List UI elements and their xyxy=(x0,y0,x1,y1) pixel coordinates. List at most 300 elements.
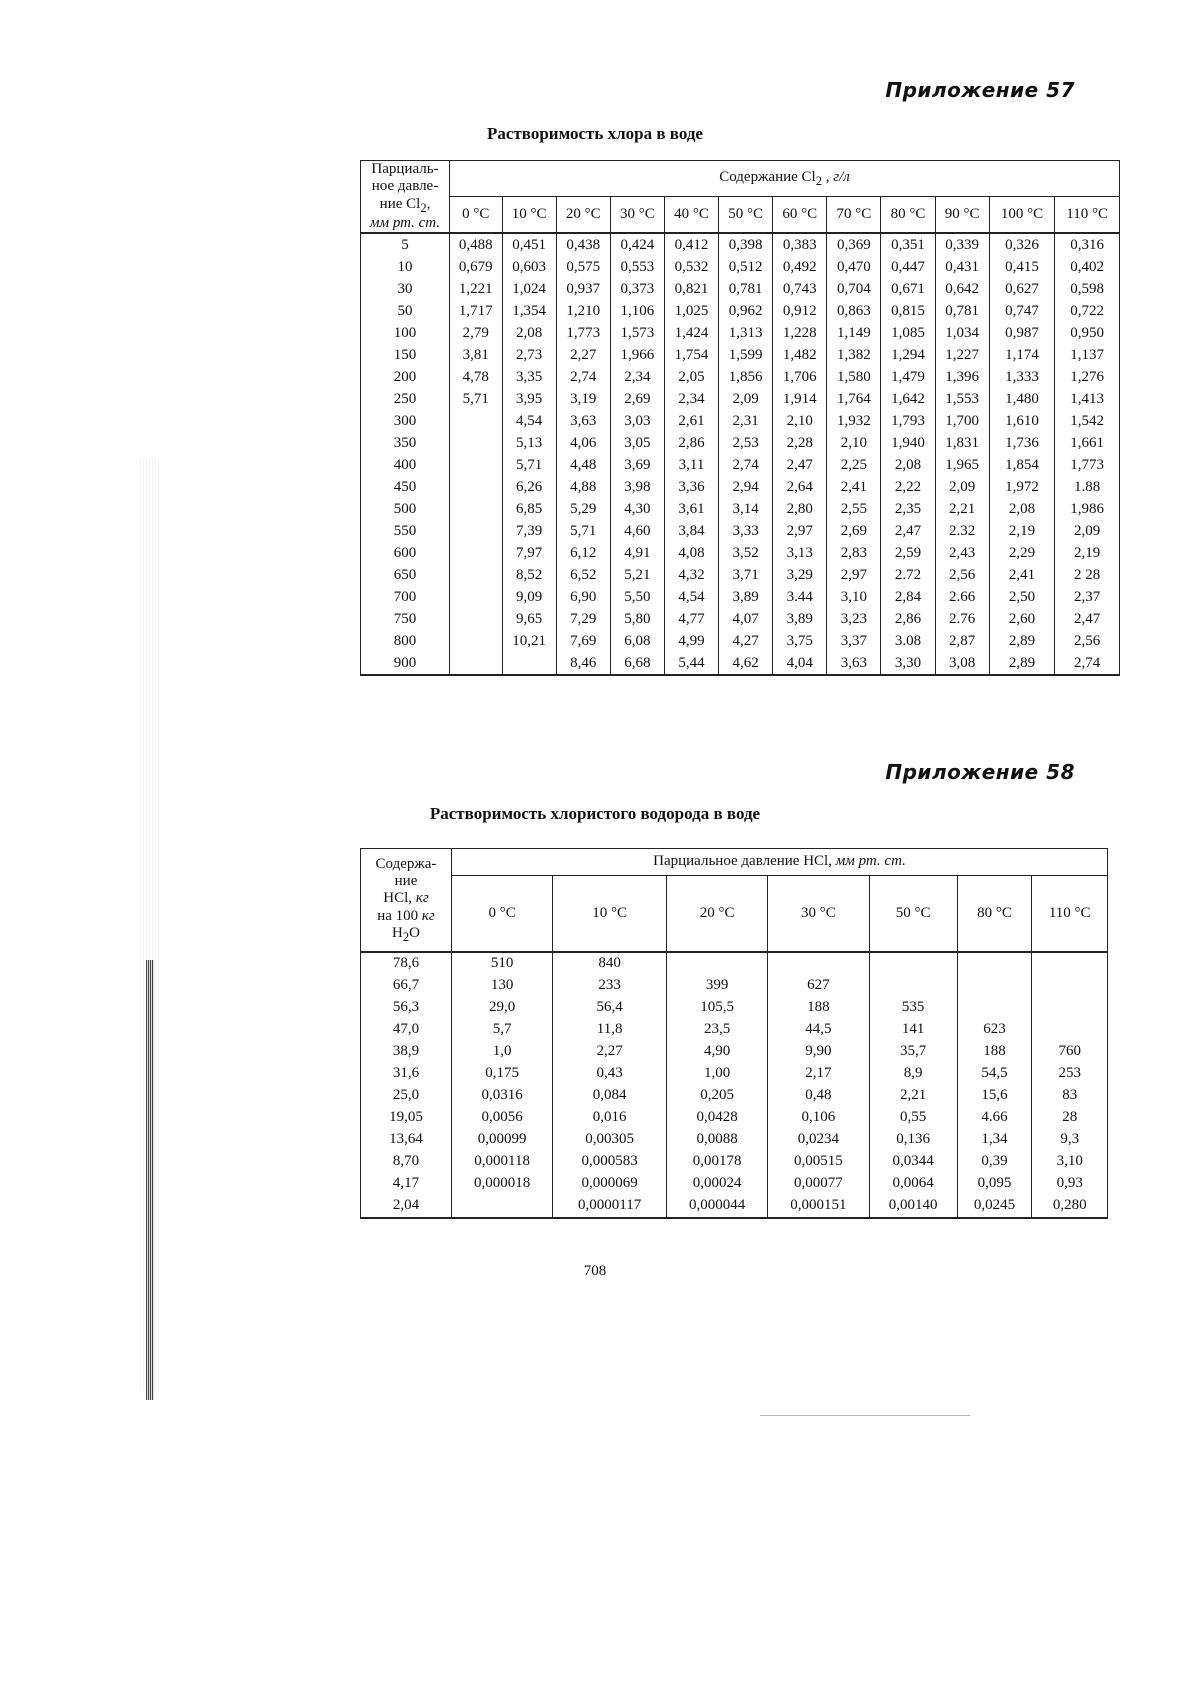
pressure-cell: 400 xyxy=(361,454,450,476)
scan-edge-artifact-dark xyxy=(146,960,154,1400)
value-cell: 2,60 xyxy=(989,608,1054,630)
value-cell: 0,136 xyxy=(869,1129,957,1151)
value-cell: 1,854 xyxy=(989,454,1054,476)
value-cell: 3,03 xyxy=(610,410,664,432)
value-cell: 0,00178 xyxy=(666,1151,767,1173)
value-cell: 0,950 xyxy=(1055,322,1120,344)
value-cell: 2,47 xyxy=(773,454,827,476)
value-cell: 130 xyxy=(452,975,553,997)
value-cell: 0,553 xyxy=(610,256,664,278)
value-cell: 2,69 xyxy=(827,520,881,542)
value-cell: 2,79 xyxy=(450,322,503,344)
value-cell: 1,221 xyxy=(450,278,503,300)
value-cell: 1,482 xyxy=(773,344,827,366)
value-cell: 0,424 xyxy=(610,233,664,256)
value-cell: 1,831 xyxy=(935,432,989,454)
value-cell: 399 xyxy=(666,975,767,997)
value-cell: 2,41 xyxy=(827,476,881,498)
value-cell: 2,31 xyxy=(719,410,773,432)
value-cell: 3,75 xyxy=(773,630,827,652)
value-cell: 1,966 xyxy=(610,344,664,366)
value-cell: 1,793 xyxy=(881,410,935,432)
table-row xyxy=(361,388,1120,410)
value-cell: 2,84 xyxy=(881,586,935,608)
value-cell: 2,09 xyxy=(719,388,773,410)
value-cell: 2,10 xyxy=(827,432,881,454)
value-cell: 3,05 xyxy=(610,432,664,454)
hcl-solubility-title: Растворимость хлористого водорода в воде xyxy=(429,804,761,823)
value-cell: 2,08 xyxy=(502,322,556,344)
pressure-cell: 250 xyxy=(361,388,450,410)
value-cell: 0,55 xyxy=(869,1107,957,1129)
value-cell: 0,447 xyxy=(881,256,935,278)
table-row xyxy=(361,586,1120,608)
table-row xyxy=(361,952,1108,975)
value-cell: 5,71 xyxy=(450,388,503,410)
value-cell: 0,0316 xyxy=(452,1085,553,1107)
value-cell: 3,81 xyxy=(450,344,503,366)
value-cell: 2,37 xyxy=(1055,586,1120,608)
value-cell: 56,4 xyxy=(553,997,667,1019)
value-cell: 2,41 xyxy=(989,564,1054,586)
value-cell: 0,598 xyxy=(1055,278,1120,300)
value-cell: 0,412 xyxy=(664,233,718,256)
value-cell: 1,313 xyxy=(719,322,773,344)
value-cell: 1,661 xyxy=(1055,432,1120,454)
value-cell: 83 xyxy=(1032,1085,1108,1107)
value-cell: 1,773 xyxy=(1055,454,1120,476)
value-cell: 2,10 xyxy=(773,410,827,432)
pressure-cell: 300 xyxy=(361,410,450,432)
value-cell: 4,27 xyxy=(719,630,773,652)
value-cell: 1,736 xyxy=(989,432,1054,454)
hcl-table-body xyxy=(361,952,1108,1218)
pressure-cell: 500 xyxy=(361,498,450,520)
value-cell: 0,280 xyxy=(1032,1195,1108,1218)
value-cell xyxy=(957,997,1032,1019)
value-cell: 0,603 xyxy=(502,256,556,278)
temperature-header: 80 °C xyxy=(957,876,1032,953)
hcl-content-column-header: Содержа- ние HCl, кг на 100 кг $H_2O$ xyxy=(361,849,452,953)
value-cell: 0,398 xyxy=(719,233,773,256)
value-cell: 2,89 xyxy=(989,630,1054,652)
value-cell: 2,50 xyxy=(989,586,1054,608)
pressure-column-header: Парциаль- ное давле- ние $Cl_2$, мм рт. ст. xyxy=(361,161,450,234)
value-cell: 2,83 xyxy=(827,542,881,564)
value-cell: 3,08 xyxy=(935,652,989,675)
value-cell: 1,085 xyxy=(881,322,935,344)
value-cell: 5,13 xyxy=(502,432,556,454)
value-cell: 2,74 xyxy=(556,366,610,388)
value-cell: 0,326 xyxy=(989,233,1054,256)
value-cell: 1,174 xyxy=(989,344,1054,366)
value-cell xyxy=(1032,997,1108,1019)
value-cell: 3,52 xyxy=(719,542,773,564)
value-cell: 0,987 xyxy=(989,322,1054,344)
value-cell: 0,106 xyxy=(768,1107,869,1129)
value-cell: 2,08 xyxy=(989,498,1054,520)
value-cell: 1,333 xyxy=(989,366,1054,388)
value-cell: 0,512 xyxy=(719,256,773,278)
value-cell: 1,717 xyxy=(450,300,503,322)
value-cell: 1,940 xyxy=(881,432,935,454)
value-cell: 1.88 xyxy=(1055,476,1120,498)
value-cell: 0,415 xyxy=(989,256,1054,278)
temperature-header: 0 °C xyxy=(452,876,553,953)
value-cell: 1,932 xyxy=(827,410,881,432)
value-cell: 2,35 xyxy=(881,498,935,520)
pressure-cell: 350 xyxy=(361,432,450,454)
value-cell: 7,29 xyxy=(556,608,610,630)
value-cell: 0,00305 xyxy=(553,1129,667,1151)
value-cell: 0,470 xyxy=(827,256,881,278)
value-cell: 0,912 xyxy=(773,300,827,322)
value-cell: 4,08 xyxy=(664,542,718,564)
value-cell: 623 xyxy=(957,1019,1032,1041)
value-cell: 4,07 xyxy=(719,608,773,630)
value-cell: 54,5 xyxy=(957,1063,1032,1085)
temperature-header: 50 °C xyxy=(869,876,957,953)
value-cell: 2,21 xyxy=(869,1085,957,1107)
temperature-header: 100 °C xyxy=(989,196,1054,233)
pressure-cell: 900 xyxy=(361,652,450,675)
value-cell: 0,0064 xyxy=(869,1173,957,1195)
value-cell: 0,815 xyxy=(881,300,935,322)
value-cell: 2,22 xyxy=(881,476,935,498)
value-cell xyxy=(450,454,503,476)
page-number: 708 xyxy=(583,1263,607,1279)
value-cell: 1,227 xyxy=(935,344,989,366)
value-cell: 8,9 xyxy=(869,1063,957,1085)
value-cell: 0,0344 xyxy=(869,1151,957,1173)
value-cell: 1,228 xyxy=(773,322,827,344)
value-cell: 0,43 xyxy=(553,1063,667,1085)
value-cell: 0,781 xyxy=(935,300,989,322)
value-cell: 3,35 xyxy=(502,366,556,388)
value-cell: 1,34 xyxy=(957,1129,1032,1151)
value-cell: 5,21 xyxy=(610,564,664,586)
value-cell: 1,00 xyxy=(666,1063,767,1085)
value-cell: 2,80 xyxy=(773,498,827,520)
value-cell: 3,69 xyxy=(610,454,664,476)
value-cell: 28 xyxy=(1032,1107,1108,1129)
temperature-header: 110 °C xyxy=(1055,196,1120,233)
value-cell: 2,43 xyxy=(935,542,989,564)
pressure-cell: 750 xyxy=(361,608,450,630)
temperature-header: 110 °C xyxy=(1032,876,1108,953)
value-cell: 2,73 xyxy=(502,344,556,366)
value-cell xyxy=(666,952,767,975)
footer-rule xyxy=(760,1415,970,1416)
value-cell: 0,532 xyxy=(664,256,718,278)
value-cell: 23,5 xyxy=(666,1019,767,1041)
content-group-header: Содержание $Cl_2$ , г/л xyxy=(450,161,1120,197)
value-cell: 3,63 xyxy=(556,410,610,432)
value-cell: 0,095 xyxy=(957,1173,1032,1195)
value-cell: 1,856 xyxy=(719,366,773,388)
value-cell: 2,34 xyxy=(610,366,664,388)
value-cell xyxy=(957,975,1032,997)
value-cell: 1,024 xyxy=(502,278,556,300)
value-cell: 7,39 xyxy=(502,520,556,542)
value-cell xyxy=(450,410,503,432)
value-cell: 3,63 xyxy=(827,652,881,675)
value-cell: 1,354 xyxy=(502,300,556,322)
table-row xyxy=(361,1129,1108,1151)
temperature-header: 50 °C xyxy=(719,196,773,233)
value-cell xyxy=(869,975,957,997)
value-cell: 2 28 xyxy=(1055,564,1120,586)
pressure-cell: 450 xyxy=(361,476,450,498)
value-cell: 29,0 xyxy=(452,997,553,1019)
value-cell: 3,37 xyxy=(827,630,881,652)
value-cell: 0,438 xyxy=(556,233,610,256)
value-cell: 1,276 xyxy=(1055,366,1120,388)
value-cell: 7,69 xyxy=(556,630,610,652)
value-cell: 1,382 xyxy=(827,344,881,366)
value-cell: 3,10 xyxy=(827,586,881,608)
value-cell: 1,965 xyxy=(935,454,989,476)
value-cell: 0,488 xyxy=(450,233,503,256)
value-cell: 6,26 xyxy=(502,476,556,498)
value-cell: 1,764 xyxy=(827,388,881,410)
value-cell: 2.66 xyxy=(935,586,989,608)
value-cell: 2,74 xyxy=(1055,652,1120,675)
table-row xyxy=(361,997,1108,1019)
table-row xyxy=(361,1195,1108,1218)
value-cell: 2,19 xyxy=(989,520,1054,542)
value-cell: 4,88 xyxy=(556,476,610,498)
value-cell: 1,573 xyxy=(610,322,664,344)
table-row xyxy=(361,410,1120,432)
value-cell xyxy=(869,952,957,975)
value-cell: 840 xyxy=(553,952,667,975)
value-cell: 6,68 xyxy=(610,652,664,675)
value-cell: 2,53 xyxy=(719,432,773,454)
value-cell: 535 xyxy=(869,997,957,1019)
value-cell: 0,722 xyxy=(1055,300,1120,322)
value-cell: 253 xyxy=(1032,1063,1108,1085)
value-cell: 1,396 xyxy=(935,366,989,388)
table-row xyxy=(361,1063,1108,1085)
value-cell: 2,19 xyxy=(1055,542,1120,564)
temperature-header: 0 °C xyxy=(450,196,503,233)
value-cell: 2,74 xyxy=(719,454,773,476)
value-cell: 1,599 xyxy=(719,344,773,366)
value-cell: 5,50 xyxy=(610,586,664,608)
value-cell: 2,28 xyxy=(773,432,827,454)
value-cell: 2,94 xyxy=(719,476,773,498)
value-cell xyxy=(450,586,503,608)
value-cell: 4,78 xyxy=(450,366,503,388)
table-row xyxy=(361,498,1120,520)
value-cell: 4,91 xyxy=(610,542,664,564)
table-row xyxy=(361,454,1120,476)
value-cell: 1,972 xyxy=(989,476,1054,498)
value-cell: 0,821 xyxy=(664,278,718,300)
value-cell: 0,00140 xyxy=(869,1195,957,1218)
value-cell: 2.32 xyxy=(935,520,989,542)
value-cell: 0,316 xyxy=(1055,233,1120,256)
temperature-header: 30 °C xyxy=(610,196,664,233)
value-cell: 3,89 xyxy=(773,608,827,630)
pressure-cell: 550 xyxy=(361,520,450,542)
value-cell: 2,17 xyxy=(768,1063,869,1085)
table-row xyxy=(361,520,1120,542)
chlorine-table-body xyxy=(361,233,1120,675)
content-cell: 25,0 xyxy=(361,1085,452,1107)
value-cell: 1,294 xyxy=(881,344,935,366)
value-cell: 0,402 xyxy=(1055,256,1120,278)
value-cell: 2,56 xyxy=(1055,630,1120,652)
table-row xyxy=(361,366,1120,388)
value-cell: 3,29 xyxy=(773,564,827,586)
pressure-cell: 5 xyxy=(361,233,450,256)
content-cell: 38,9 xyxy=(361,1041,452,1063)
value-cell: 4,54 xyxy=(502,410,556,432)
table-row xyxy=(361,1151,1108,1173)
value-cell: 2,97 xyxy=(827,564,881,586)
value-cell: 188 xyxy=(957,1041,1032,1063)
value-cell: 2,05 xyxy=(664,366,718,388)
value-cell: 0,743 xyxy=(773,278,827,300)
value-cell: 1,480 xyxy=(989,388,1054,410)
content-cell: 31,6 xyxy=(361,1063,452,1085)
value-cell: 0,00077 xyxy=(768,1173,869,1195)
value-cell: 2,56 xyxy=(935,564,989,586)
pressure-cell: 650 xyxy=(361,564,450,586)
value-cell: 2,86 xyxy=(664,432,718,454)
value-cell: 0,000018 xyxy=(452,1173,553,1195)
value-cell: 11,8 xyxy=(553,1019,667,1041)
value-cell: 1,413 xyxy=(1055,388,1120,410)
content-cell: 78,6 xyxy=(361,952,452,975)
value-cell: 2,89 xyxy=(989,652,1054,675)
value-cell: 3,95 xyxy=(502,388,556,410)
value-cell: 0,205 xyxy=(666,1085,767,1107)
value-cell: 1,986 xyxy=(1055,498,1120,520)
value-cell: 2,09 xyxy=(935,476,989,498)
chlorine-solubility-table xyxy=(360,160,1120,676)
temperature-header: 10 °C xyxy=(502,196,556,233)
value-cell: 5,71 xyxy=(502,454,556,476)
value-cell: 627 xyxy=(768,975,869,997)
table-row xyxy=(361,300,1120,322)
value-cell: 0,0000117 xyxy=(553,1195,667,1218)
value-cell: 4,48 xyxy=(556,454,610,476)
value-cell: 8,46 xyxy=(556,652,610,675)
value-cell: 0,00515 xyxy=(768,1151,869,1173)
value-cell xyxy=(450,608,503,630)
value-cell xyxy=(450,630,503,652)
value-cell: 3,98 xyxy=(610,476,664,498)
value-cell xyxy=(450,432,503,454)
value-cell: 1,700 xyxy=(935,410,989,432)
value-cell xyxy=(502,652,556,675)
value-cell: 0,00024 xyxy=(666,1173,767,1195)
value-cell: 1,706 xyxy=(773,366,827,388)
pressure-cell: 100 xyxy=(361,322,450,344)
value-cell: 2,09 xyxy=(1055,520,1120,542)
table-row xyxy=(361,975,1108,997)
value-cell: 2,08 xyxy=(881,454,935,476)
pressure-cell: 10 xyxy=(361,256,450,278)
pressure-cell: 150 xyxy=(361,344,450,366)
value-cell: 0,627 xyxy=(989,278,1054,300)
value-cell: 1,0 xyxy=(452,1041,553,1063)
value-cell xyxy=(450,652,503,675)
appendix-58-label: Приложение 58 xyxy=(885,760,1075,784)
value-cell xyxy=(450,476,503,498)
value-cell xyxy=(450,520,503,542)
temperature-header: 30 °C xyxy=(768,876,869,953)
value-cell: 0,575 xyxy=(556,256,610,278)
table-row xyxy=(361,652,1120,675)
value-cell: 9,3 xyxy=(1032,1129,1108,1151)
value-cell xyxy=(768,952,869,975)
value-cell: 2,64 xyxy=(773,476,827,498)
table-row xyxy=(361,1107,1108,1129)
value-cell: 1,580 xyxy=(827,366,881,388)
value-cell: 5,44 xyxy=(664,652,718,675)
value-cell: 0,39 xyxy=(957,1151,1032,1173)
temperature-header: 60 °C xyxy=(773,196,827,233)
temperature-header: 70 °C xyxy=(827,196,881,233)
value-cell: 760 xyxy=(1032,1041,1108,1063)
value-cell: 6,12 xyxy=(556,542,610,564)
value-cell: 3.08 xyxy=(881,630,935,652)
value-cell: 4,62 xyxy=(719,652,773,675)
value-cell: 1,642 xyxy=(881,388,935,410)
value-cell: 0,0088 xyxy=(666,1129,767,1151)
value-cell: 3,11 xyxy=(664,454,718,476)
hcl-solubility-table xyxy=(360,848,1108,1219)
value-cell: 44,5 xyxy=(768,1019,869,1041)
partial-pressure-group-header: Парциальное давление HCl, мм рт. ст. xyxy=(452,849,1108,876)
value-cell: 2,86 xyxy=(881,608,935,630)
value-cell: 0,00099 xyxy=(452,1129,553,1151)
value-cell: 3,30 xyxy=(881,652,935,675)
value-cell: 3,33 xyxy=(719,520,773,542)
value-cell: 2,59 xyxy=(881,542,935,564)
value-cell: 4,06 xyxy=(556,432,610,454)
value-cell: 2,61 xyxy=(664,410,718,432)
value-cell: 1,773 xyxy=(556,322,610,344)
value-cell xyxy=(450,542,503,564)
value-cell: 3,71 xyxy=(719,564,773,586)
value-cell: 0,431 xyxy=(935,256,989,278)
value-cell: 233 xyxy=(553,975,667,997)
value-cell: 0,000118 xyxy=(452,1151,553,1173)
value-cell: 0,48 xyxy=(768,1085,869,1107)
hcl-temperature-header-row xyxy=(361,876,1108,953)
temperature-header: 80 °C xyxy=(881,196,935,233)
value-cell xyxy=(1032,952,1108,975)
value-cell: 1,754 xyxy=(664,344,718,366)
content-cell: 8,70 xyxy=(361,1151,452,1173)
temperature-header: 40 °C xyxy=(664,196,718,233)
value-cell: 1,542 xyxy=(1055,410,1120,432)
temperature-header: 20 °C xyxy=(556,196,610,233)
pressure-cell: 800 xyxy=(361,630,450,652)
value-cell: 3,61 xyxy=(664,498,718,520)
value-cell: 0,339 xyxy=(935,233,989,256)
content-cell: 4,17 xyxy=(361,1173,452,1195)
pressure-cell: 700 xyxy=(361,586,450,608)
value-cell: 2,29 xyxy=(989,542,1054,564)
value-cell: 6,85 xyxy=(502,498,556,520)
value-cell: 510 xyxy=(452,952,553,975)
